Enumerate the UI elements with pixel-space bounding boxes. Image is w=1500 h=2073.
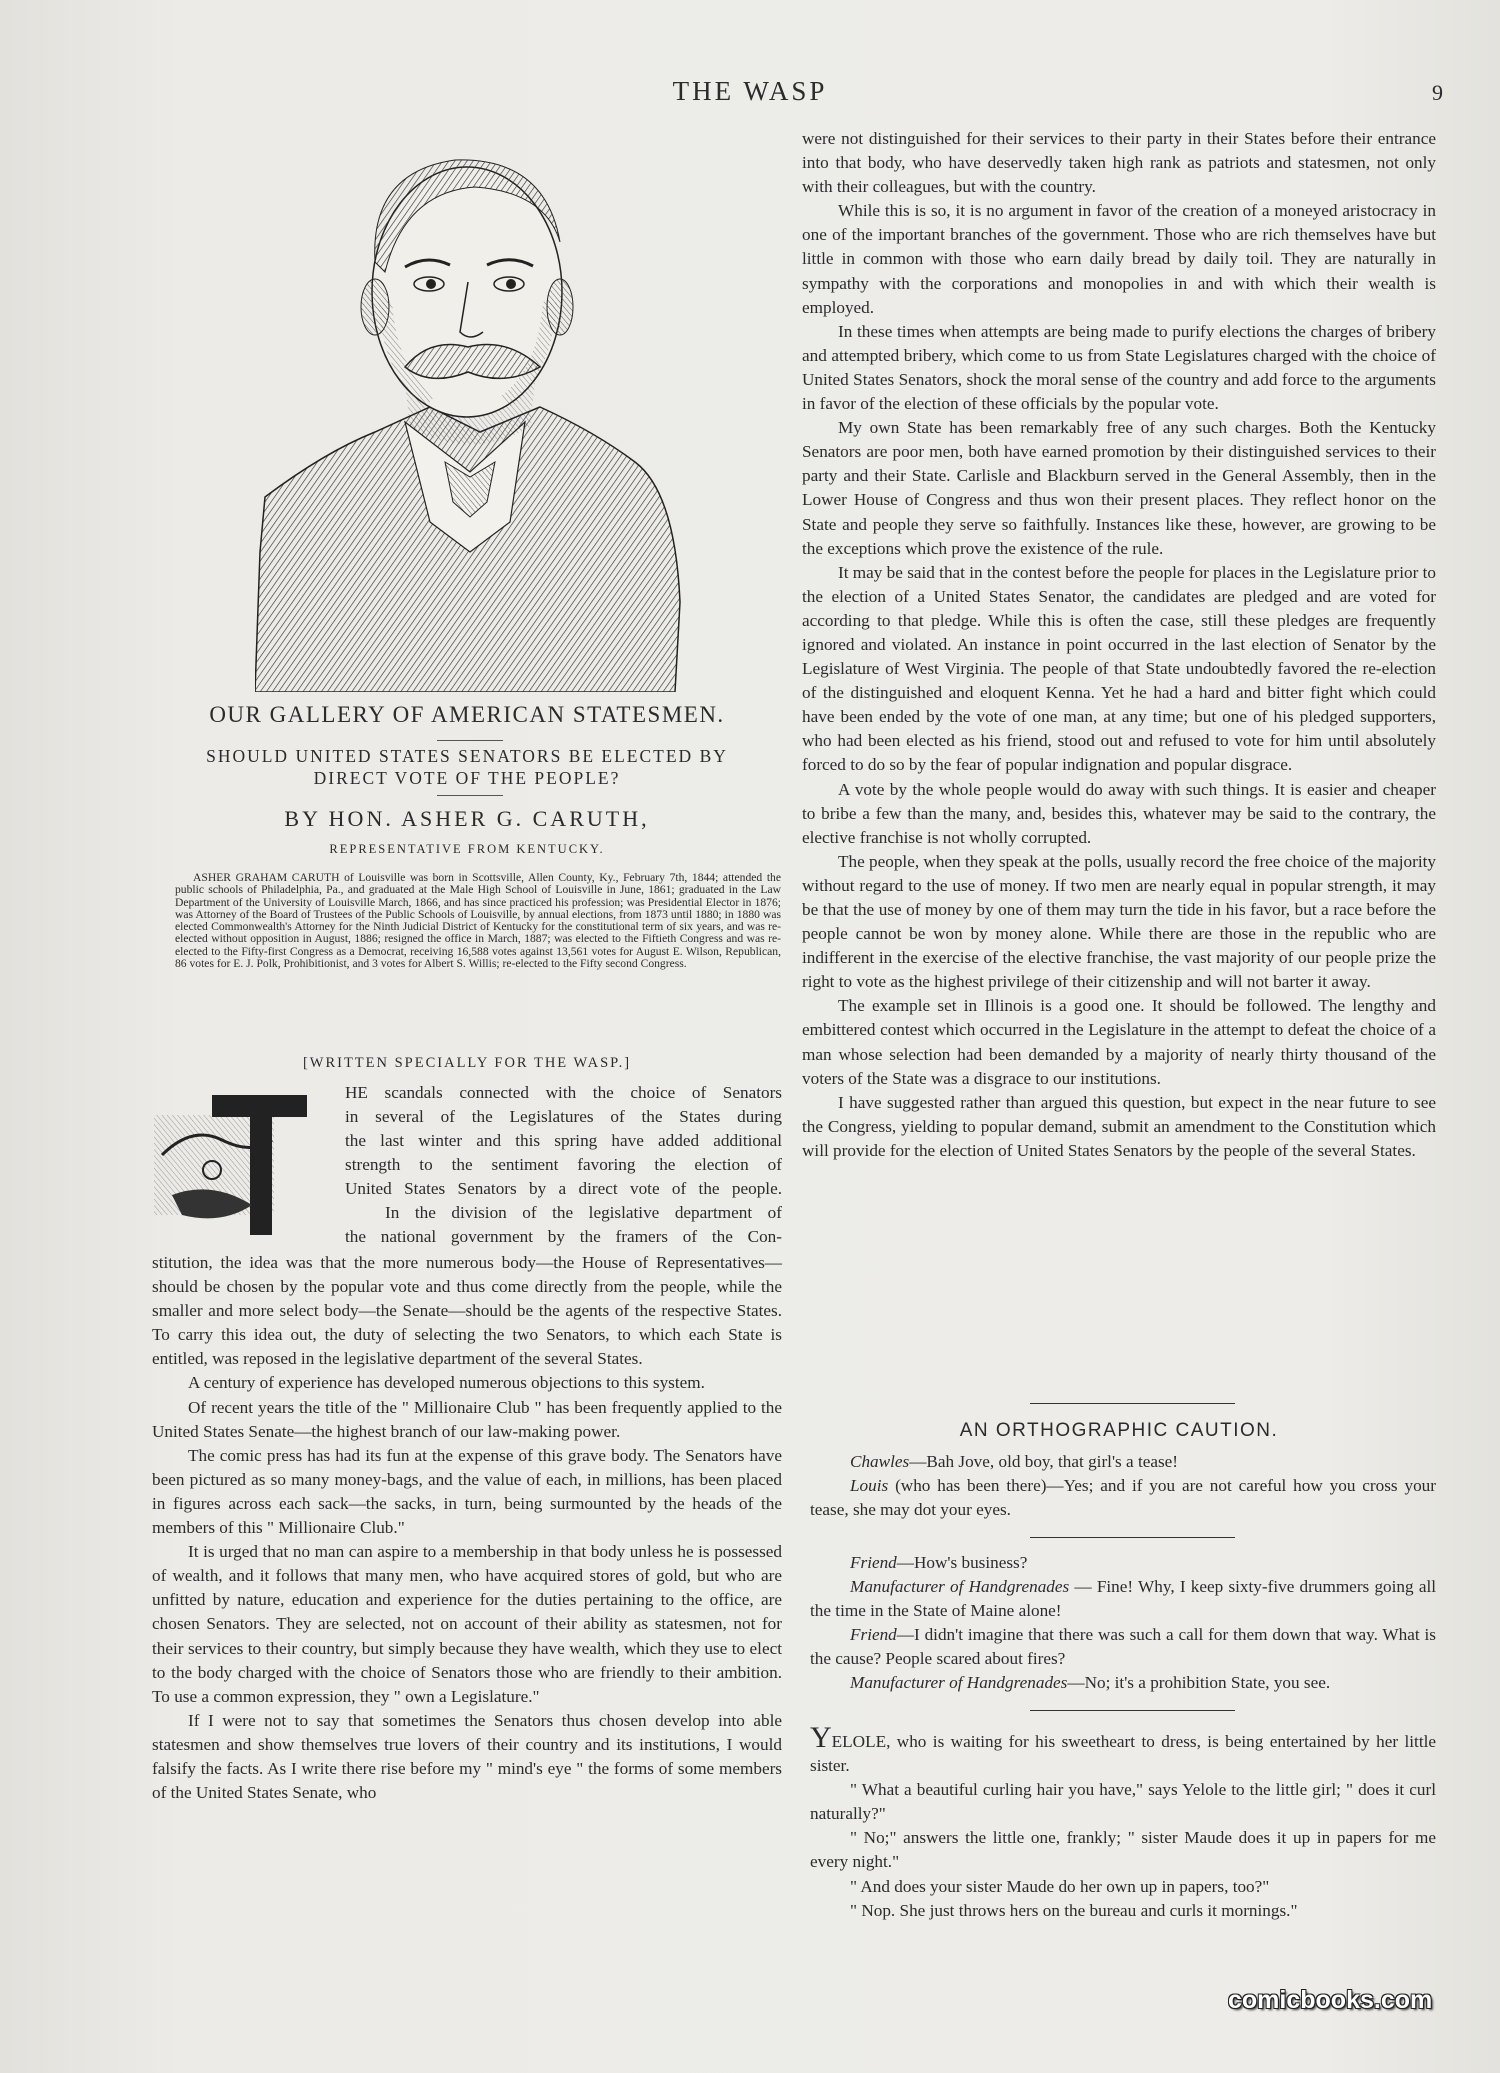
drop-capital: Y <box>810 1721 832 1754</box>
grenades-dialogue <box>810 1551 1436 1696</box>
paragraph: In these times when attempts are being made to purify elections the charges of bribery and attempted bribery, which come to us from State Legislatures charged with the choice of United States Senators, shock the moral sense of the country and add force to the arguments in favor of the election of these officials by the popular vote. <box>802 321 1436 414</box>
question-rule <box>437 795 503 796</box>
article-question <box>152 745 782 789</box>
dialogue-line <box>810 1474 1436 1522</box>
paragraph: A century of experience has developed numerous objections to this system. <box>188 1373 705 1393</box>
paragraph: It is urged that no man can aspire to a membership in that body unless he is possessed of wealth, and it follows that many men, who have acquired stores of gold, but who are unfitted by nature, education and experience for the duties pertaining to the office, are chosen Senators. They are selected, not on account of their ability as statesmen, not for their services to their country, but simply because they have wealth, which they use to elect to the body charged with the choice of Senators those who are friendly to their ambition. To use a common expression, they " own a Legislature." <box>152 1542 782 1706</box>
paragraph: It may be said that in the contest before the people for places in the Legislature prior to the election of a United States Senator, the candidates are pledged and are voted for according to that pledge. While this is often the case, still these pledges are frequently ignored and violated. An instance in point occurred in the last election of Senator by the Legislature of West Virginia. The people of that State undoubtedly favored the re-election of the distinguished and eloquent Kenna. Yet he had a hard and bitter fight which could have been ended by the vote of one man, at any time; but one of his pledged supporters, who had been elected as his friend, stood out and refused to vote for him until absolutely forced to do so by the fear of popular indignation and popular disgrace. <box>802 562 1437 775</box>
dialogue-text: (who has been there)—Yes; and if you are not careful how you cross your tease, she may dot your eyes. <box>810 1476 1436 1520</box>
story-paragraph: " What a beautiful curling hair you have," says Yelole to the little girl; " does it curl naturally?" <box>810 1780 1436 1824</box>
speaker-name: Chawles <box>850 1452 910 1471</box>
intro-line: strength to the sentiment favoring the election of <box>345 1155 782 1174</box>
portrait-engraving <box>255 132 685 692</box>
story-paragraph: " Nop. She just throws hers on the bureau and curls it mornings." <box>850 1900 1298 1920</box>
intro-line: in several of the Legislatures of the States during <box>345 1107 782 1126</box>
watermark: comicbooks.com <box>1228 1986 1433 2014</box>
paragraph: I have suggested rather than argued this question, but expect in the near future to see the Congress, yielding to popular demand, submit an amendment to the Constitution which will provide for the election of United States Senators by the people of the several States. <box>802 1092 1436 1160</box>
speaker-name: Manufacturer of Handgrenades <box>850 1673 1068 1693</box>
caution-dialogue <box>810 1450 1436 1522</box>
right-column-body <box>802 127 1436 1163</box>
section-rule <box>1030 1710 1235 1711</box>
dialogue-text: —Bah Jove, old boy, that girl's a tease! <box>909 1452 1179 1471</box>
decorated-initial-t-icon <box>152 1085 327 1245</box>
paragraph: While this is so, it is no argument in favor of the creation of a moneyed aristocracy in one of the important branches of the government. Those who are rich themselves have but little in common with those who earn daily bread by daily toil. They are naturally in sympathy with the corporations and monopolies in and with which their wealth is employed. <box>802 201 1436 317</box>
page-number: 9 <box>1432 80 1443 105</box>
story-paragraph: " No;" answers the little one, frankly; " sister Maude does it up in papers for me every night." <box>810 1828 1436 1872</box>
story-text: ELOLE, who is waiting for his sweetheart to dress, is being entertained by her little sister. <box>810 1732 1436 1776</box>
paragraph: The example set in Illinois is a good one. It should be followed. The lengthy and embittered contest which occurred in the Legislature in the attempt to defeat the choice of a man whose selection had been demanded by a majority of nearly thirty thousand of the voters of the State was a disgrace to our institutions. <box>802 996 1436 1088</box>
title-rule <box>437 740 503 741</box>
paragraph: My own State has been remarkably free of any such charges. Both the Kentucky Senators are poor men, both have earned promotion by their distinguished services to their party and their State. Carlisle and Blackburn served in the General Assembly, then in the Lower House of Congress and thus won their present places. They reflect honor on the State and people they serve so faithfully. Instances like these, however, are growing to be the exceptions which prove the existence of the rule. <box>802 418 1436 558</box>
dialogue-line <box>810 1575 1436 1623</box>
paragraph: A vote by the whole people would do away with such things. It is easier and cheaper to bribe a few than the many, and, besides this, whatever may be said to the contrary, the elective franchise is not wholly corrupted. <box>802 779 1436 847</box>
story-paragraph <box>810 1721 1436 1778</box>
dialogue-text: —I didn't imagine that there was such a call for them down that way. What is the cause? People scared about fires? <box>810 1625 1436 1669</box>
dialogue-text: —No; it's a prohibition State, you see. <box>1067 1673 1331 1693</box>
section-rule <box>1030 1403 1235 1404</box>
paragraph: If I were not to say that sometimes the Senators thus chosen develop into able statesmen and show themselves true lovers of their country and its institutions, I would falsify the facts. As I write there rise before my " mind's eye " the forms of some members of the United States Senate, who <box>152 1710 782 1803</box>
left-column-body <box>152 1251 782 1805</box>
biography: ASHER GRAHAM CARUTH of Louisville was born in Scottsville, Allen County, Ky., February 7th, 1844; attended the public schools of Philadelphia, Pa., and graduated at the Male High School of Louisville in June, 1861; graduated in the Law Department of the University of Louisville March, 1866, and has since practiced his profession; was Presidential Elector in 1876; was Attorney of the Board of Trustees of the Public Schools of Louisville, by annual elections, from 1873 until 1880; in 1880 was elected Commonwealth's Attorney for the Ninth Judicial District of Kentucky for the constitutional term of six years, and was re-elected without opposition in August, 1886; resigned the office in March, 1887; was elected to the Fiftieth Congress and was re-elected to the Fifty-first Congress as a Democrat, receiving 16,588 votes against 13,561 votes for August E. Wilson, Republican, 86 votes for E. J. Polk, Prohibitionist, and 3 votes for Albert S. Willis; re-elected to the Fifty second Congress. <box>175 871 781 971</box>
dialogue-text: —How's business? <box>896 1553 1028 1572</box>
intro-line: HE scandals connected with the choice of Senators <box>345 1083 782 1102</box>
speaker-name: Louis <box>850 1476 889 1496</box>
intro-line: the last winter and this spring have added additional <box>345 1131 782 1150</box>
dialogue-line <box>810 1623 1436 1671</box>
dialogue-line <box>810 1450 1436 1474</box>
speaker-name: Friend <box>850 1625 897 1645</box>
question-line-1: SHOULD UNITED STATES SENATORS BE ELECTED BY <box>206 746 728 766</box>
section-rule <box>1030 1537 1235 1538</box>
intro-line: United States Senators by a direct vote of the people. <box>345 1179 782 1198</box>
dialogue-line <box>810 1551 1436 1575</box>
story-paragraph: " And does your sister Maude do her own up in papers, too?" <box>850 1876 1270 1896</box>
paragraph: were not distinguished for their services to their party in their States before their entrance into that body, who have deservedly taken high rank as patriots and statesmen, not only with their colleagues, but with the country. <box>802 129 1436 197</box>
paragraph: stitution, the idea was that the more numerous body—the House of Representatives—should be chosen by the popular vote and thus come directly from the people, while the smaller and more select body—the Senate—should be the agents of the respective States. To carry this idea out, the duty of selecting the two Senators, to which each State is entitled, was reposed in the legislative department of the several States. <box>152 1253 782 1369</box>
dialogue-line <box>810 1671 1436 1695</box>
caution-title: AN ORTHOGRAPHIC CAUTION. <box>959 1420 1279 1441</box>
intro-line: the national government by the framers of the Con- <box>345 1227 782 1246</box>
masthead-title: THE WASP <box>672 76 828 106</box>
paragraph: Of recent years the title of the " Millionaire Club " has been frequently applied to the United States Senate—the highest branch of our law-making power. <box>152 1397 782 1441</box>
question-line-2: DIRECT VOTE OF THE PEOPLE? <box>313 768 621 788</box>
dialogue-text: — Fine! Why, I keep sixty-five drummers going all the time in the State of Maine alone! <box>810 1577 1436 1621</box>
yelole-story <box>810 1721 1436 1923</box>
gallery-title: OUR GALLERY OF AMERICAN STATESMEN. <box>209 702 725 727</box>
paragraph: The people, when they speak at the polls, usually record the free choice of the majority without regard to the use of money. If two men are nearly equal in popular strength, it may be that the use of money by one of them may turn the tide in his favor, but a race before the people cannot be won by money alone. While there are those in the republic who are indifferent in the exercise of the elective franchise, the vast majority of our people prize the right to vote as the highest privilege of their citizenship and will not barter it away. <box>802 851 1437 992</box>
written-specially: [WRITTEN SPECIALLY FOR THE WASP.] <box>302 1055 632 1071</box>
speaker-name: Manufacturer of Handgrenades <box>850 1577 1070 1597</box>
representative-line: REPRESENTATIVE FROM KENTUCKY. <box>329 842 605 856</box>
speaker-name: Friend <box>850 1553 897 1572</box>
paragraph: The comic press has had its fun at the expense of this grave body. The Senators have been pictured as so many money-bags, and the value of each, in millions, has been placed in figures across each sack—the sacks, in turn, being surmounted by the heads of the members of this " Millionaire Club." <box>152 1445 782 1538</box>
intro-line: In the division of the legislative department of <box>385 1203 782 1222</box>
byline: BY HON. ASHER G. CARUTH, <box>284 806 650 831</box>
